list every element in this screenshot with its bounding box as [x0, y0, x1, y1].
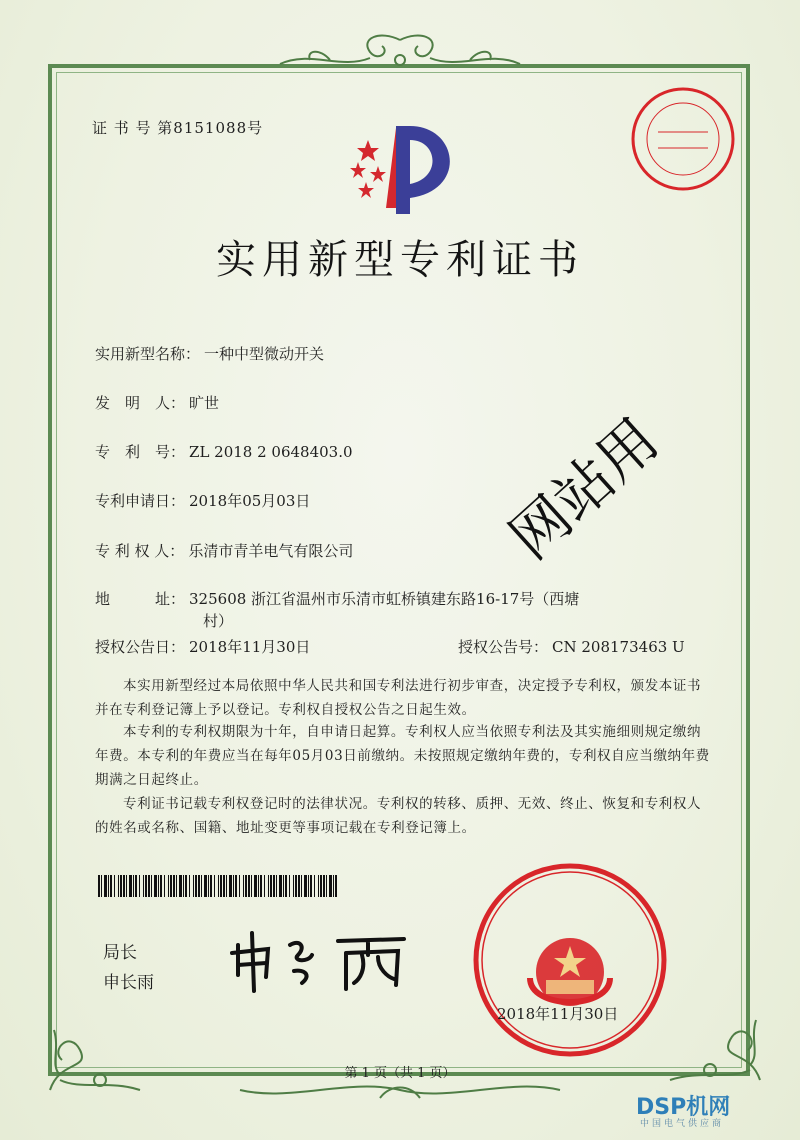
website-use-watermark: 网站用 — [496, 405, 672, 573]
field-label: 专 利 权 人： — [95, 542, 185, 560]
patent-office-logo-icon — [338, 118, 462, 218]
barcode-icon — [98, 875, 340, 897]
director-title: 局长 — [103, 943, 137, 963]
field-label: 专利申请日： — [95, 492, 186, 510]
field-grant-announcement-number — [458, 636, 685, 657]
certificate-title: 实用新型专利证书 — [216, 237, 584, 283]
field-utility-model-name — [95, 343, 324, 364]
site-watermark-logo-suffix: 机网 — [686, 1095, 731, 1120]
field-patent-number — [95, 441, 353, 462]
national-ip-office-seal-icon — [470, 860, 670, 1060]
field-label: 授权公告日： — [95, 638, 186, 656]
field-address-continued — [203, 610, 233, 631]
issue-date: 2018年11月30日 — [497, 1005, 619, 1023]
field-value: 325608 浙江省温州市乐清市虹桥镇建东路16-17号（西塘 — [189, 590, 580, 608]
paragraph-term-and-fees: 本专利的专利权期限为十年，自申请日起算。专利权人应当依照专利法及其实施细则规定缴纳年费。本专利的年费应当在每年05月03日前缴纳。未按照规定缴纳年费的，专利权自应当缴纳年费期满之日起终止。 — [95, 724, 710, 788]
field-label: 地 址： — [95, 590, 186, 608]
field-address — [95, 588, 579, 609]
site-watermark-subtitle: 中国电气供应商 — [640, 1119, 725, 1129]
field-label: 发 明 人： — [95, 394, 186, 412]
field-value: CN 208173463 U — [552, 638, 685, 656]
field-label: 实用新型名称： — [95, 345, 201, 363]
site-watermark-logo-text: DSP — [636, 1095, 687, 1120]
paragraph-grant-decision: 本实用新型经过本局依照中华人民共和国专利法进行初步审查，决定授予专利权，颁发本证书并在专利登记簿上予以登记。专利权自授权公告之日起生效。 — [95, 678, 702, 718]
director-signature-icon — [228, 925, 418, 995]
field-label: 专 利 号： — [95, 443, 186, 461]
field-value: 2018年11月30日 — [189, 638, 311, 656]
field-value: ZL 2018 2 0648403.0 — [189, 443, 353, 461]
field-patentee — [95, 540, 353, 561]
field-value: 村） — [203, 612, 234, 630]
field-value: 乐清市青羊电气有限公司 — [188, 542, 354, 560]
director-name: 申长雨 — [103, 973, 154, 993]
bottom-left-ornament — [40, 1010, 160, 1100]
tax-bureau-stamp-icon — [628, 84, 738, 194]
certificate-number: 证 书 号 第8151088号 — [92, 119, 264, 137]
field-value: 旷世 — [189, 394, 220, 412]
paragraph-legal-status: 专利证书记载专利权登记时的法律状况。专利权的转移、质押、无效、终止、恢复和专利权人的姓名或名称、国籍、地址变更等事项记载在专利登记簿上。 — [95, 796, 702, 836]
top-ornament — [270, 30, 530, 80]
field-value: 一种中型微动开关 — [204, 345, 325, 363]
field-grant-announcement-date — [95, 636, 310, 657]
field-inventor — [95, 392, 219, 413]
bottom-center-ornament — [230, 1078, 570, 1104]
page-number: 第 1 页（共 1 页） — [344, 1066, 456, 1081]
field-application-date — [95, 490, 310, 511]
field-value: 2018年05月03日 — [189, 492, 311, 510]
field-label: 授权公告号： — [458, 638, 549, 656]
